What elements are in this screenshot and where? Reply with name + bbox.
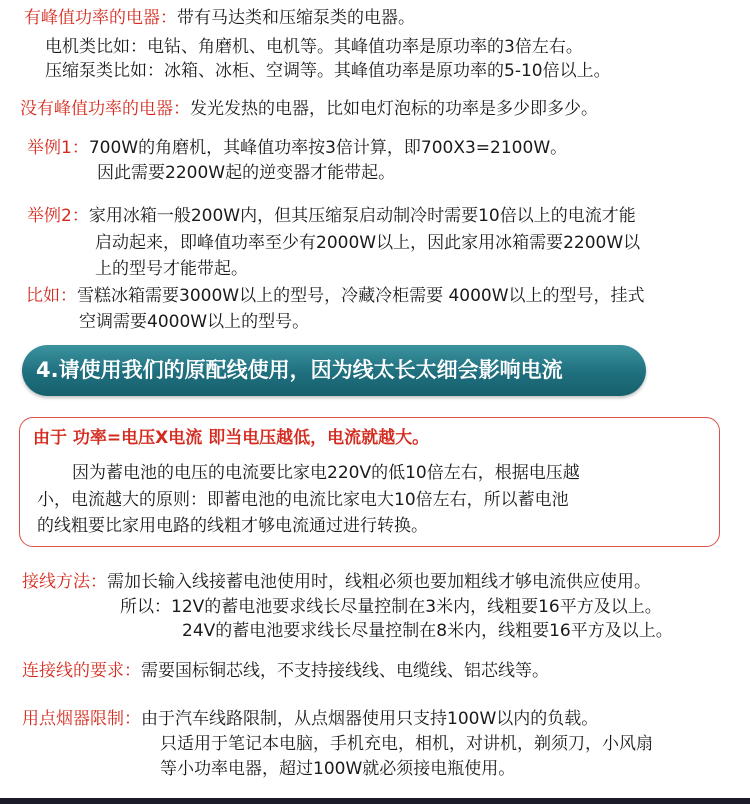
no-peak-line xyxy=(20,98,598,120)
connection-line xyxy=(22,660,549,682)
bottom-bar xyxy=(0,798,750,804)
formula-line1: 因为蓄电池的电压的电流要比家电220V的低10倍左右，根据电压越 xyxy=(72,463,580,483)
wiring-12v: 12V的蓄电池要求线长尽量控制在3米内，线粗要16平方及以上。 xyxy=(171,597,662,617)
example2-line3: 上的型号才能带起。 xyxy=(95,259,248,279)
example1-text: 700W的角磨机，其峰值功率按3倍计算，即700X3=2100W。 xyxy=(88,138,568,158)
wiring-line3: 24V的蓄电池要求线长尽量控制在8米内，线粗要16平方及以上。 xyxy=(182,621,673,641)
wiring-text: 需加长输入线接蓄电池使用时，线粗必须也要加粗线才够电流供应使用。 xyxy=(107,572,651,592)
no-peak-label: 没有峰值功率的电器： xyxy=(20,99,190,119)
example3-text: 雪糕冰箱需要3000W以上的型号，冷藏冷柜需要 4000W以上的型号，挂式 xyxy=(77,286,645,306)
connection-label: 连接线的要求： xyxy=(22,661,141,681)
example1-label: 举例1： xyxy=(27,138,89,158)
peak-power-desc: 带有马达类和压缩泵类的电器。 xyxy=(177,8,415,28)
lighter-line2: 只适用于笔记本电脑，手机充电，相机，对讲机，剃须刀，小风扇 xyxy=(160,734,653,754)
cable-warning-banner: 4.请使用我们的原配线使用，因为线太长太细会影响电流 xyxy=(22,345,646,396)
wiring-prefix: 所以： xyxy=(120,597,171,617)
compressor-line: 压缩泵类比如：冰箱、冰柜、空调等。其峰值功率是原功率的5-10倍以上。 xyxy=(45,61,611,81)
wiring-label: 接线方法： xyxy=(22,572,107,592)
formula-title: 由于 功率=电压X电流 即当电压越低，电流就越大。 xyxy=(33,428,430,448)
example2-text: 家用冰箱一般200W内，但其压缩泵启动制冷时需要10倍以上的电流才能 xyxy=(88,206,636,226)
lighter-line3: 等小功率电器，超过100W就必须接电瓶使用。 xyxy=(160,759,516,779)
example2-line2: 启动起来，即峰值功率至少有2000W以上，因此家用冰箱需要2200W以 xyxy=(95,233,641,253)
example1-line1 xyxy=(27,137,567,159)
wiring-line2 xyxy=(120,596,662,618)
wiring-line1 xyxy=(22,571,651,593)
peak-power-label: 有峰值功率的电器： xyxy=(24,8,177,28)
example1-line2: 因此需要2200W起的逆变器才能带起。 xyxy=(97,163,396,183)
motor-line: 电机类比如：电钻、角磨机、电机等。其峰值功率是原功率的3倍左右。 xyxy=(45,37,583,57)
lighter-text: 由于汽车线路限制，从点烟器使用只支持100W以内的负载。 xyxy=(141,709,599,729)
example3-line2: 空调需要4000W以上的型号。 xyxy=(79,312,310,332)
connection-text: 需要国标铜芯线，不支持接线线、电缆线、铝芯线等。 xyxy=(141,661,549,681)
example2-label: 举例2： xyxy=(27,206,89,226)
lighter-line1 xyxy=(22,708,598,730)
example2-line1 xyxy=(27,205,636,227)
formula-line2: 小，电流越大的原则：即蓄电池的电流比家电大10倍左右，所以蓄电池 xyxy=(37,490,569,510)
no-peak-desc: 发光发热的电器，比如电灯泡标的功率是多少即多少。 xyxy=(190,99,598,119)
example3-line1 xyxy=(26,285,645,307)
lighter-label: 用点烟器限制： xyxy=(22,709,141,729)
peak-power-line xyxy=(24,7,415,29)
example3-label: 比如： xyxy=(26,286,77,306)
formula-line3: 的线粗要比家用电路的线粗才够电流通过进行转换。 xyxy=(37,516,428,536)
